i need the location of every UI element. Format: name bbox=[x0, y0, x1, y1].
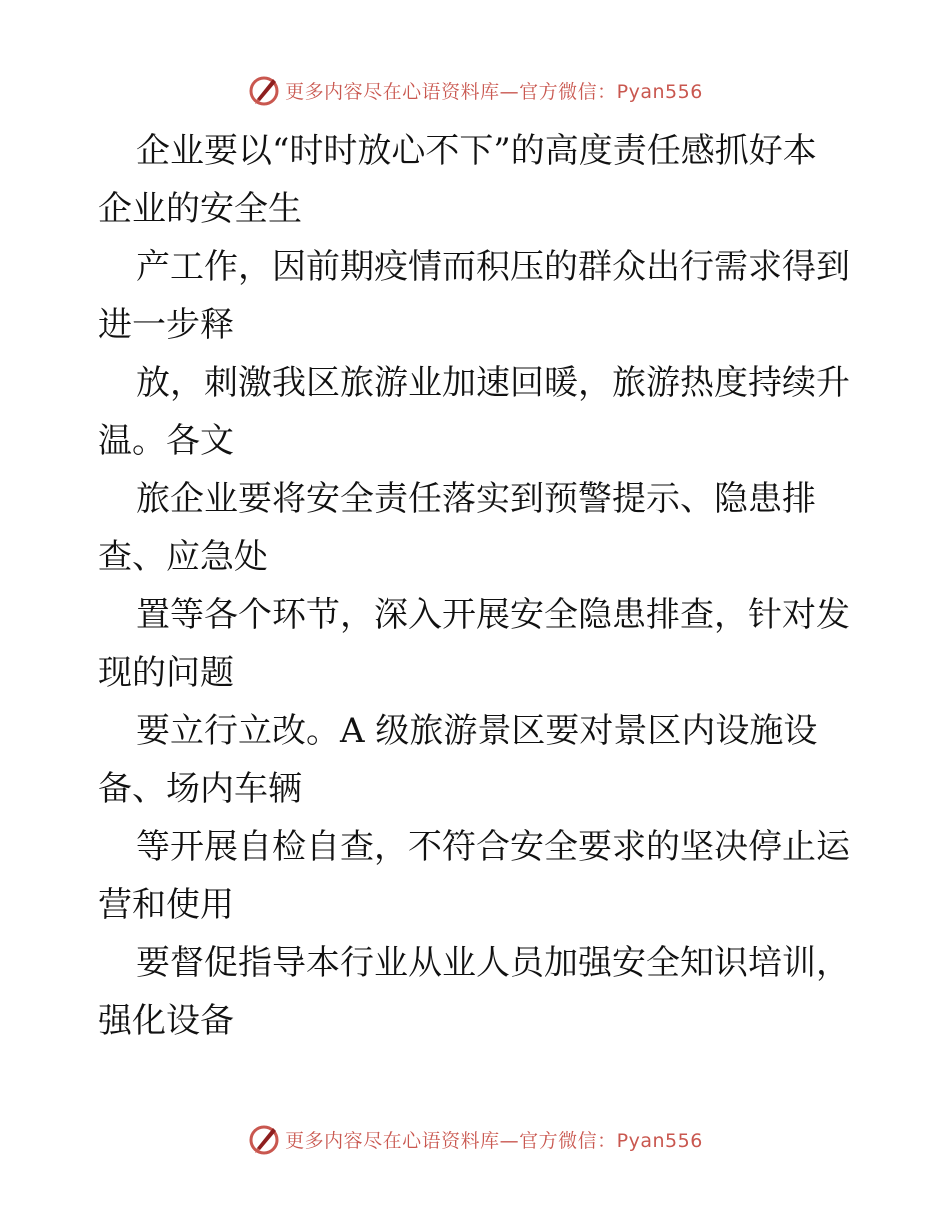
text-line: 旅企业要将安全责任落实到预警提示、隐患排 bbox=[136, 479, 816, 519]
text-line: 备、场内车辆 bbox=[98, 769, 302, 809]
footer-banner bbox=[0, 1119, 950, 1159]
text-line: 要督促指导本行业从业人员加强安全知识培训， bbox=[136, 943, 850, 983]
text-line: 进一步释 bbox=[98, 305, 234, 345]
document-body bbox=[98, 122, 868, 1050]
text-line: 企业要以“时时放心不下”的高度责任感抓好本 bbox=[136, 131, 817, 171]
text-line: 现的问题 bbox=[98, 653, 234, 693]
quill-pen-logo-icon bbox=[247, 73, 281, 107]
text-line: 产工作，因前期疫情而积压的群众出行需求得到 bbox=[136, 247, 850, 287]
text-line: 企业的安全生 bbox=[98, 189, 302, 229]
text-line: 强化设备 bbox=[98, 1001, 234, 1041]
footer-banner-text: 更多内容尽在心语资料库—官方微信：Pyan556 bbox=[285, 1129, 703, 1152]
text-line: 等开展自检自查，不符合安全要求的坚决停止运 bbox=[136, 827, 850, 867]
header-banner bbox=[0, 70, 950, 110]
text-line: 置等各个环节，深入开展安全隐患排查，针对发 bbox=[136, 595, 850, 635]
text-line: 要立行立改。A 级旅游景区要对景区内设施设 bbox=[136, 711, 818, 751]
header-banner-text: 更多内容尽在心语资料库—官方微信：Pyan556 bbox=[285, 80, 703, 103]
text-line: 营和使用 bbox=[98, 885, 234, 925]
text-line: 放，刺激我区旅游业加速回暖，旅游热度持续升 bbox=[136, 363, 850, 403]
text-line: 查、应急处 bbox=[98, 537, 268, 577]
text-line: 温。各文 bbox=[98, 421, 234, 461]
quill-pen-logo-icon bbox=[247, 1122, 281, 1156]
